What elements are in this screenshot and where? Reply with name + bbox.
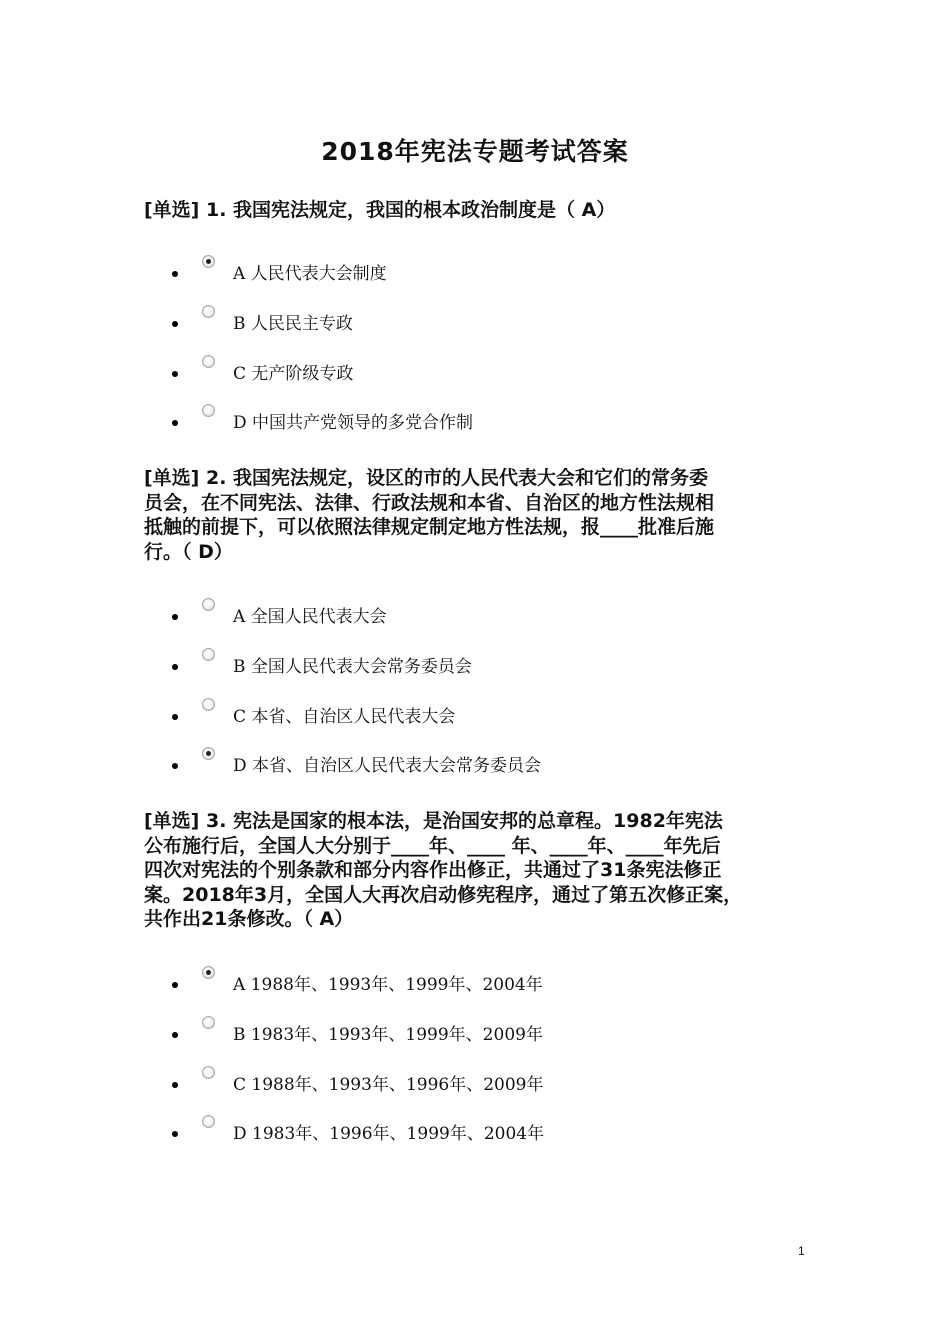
option-1d[interactable] bbox=[0, 412, 950, 442]
question-2-line-2: 员会，在不同宪法、法律、行政法规和本省、自治区的地方性法规相 bbox=[144, 491, 715, 514]
bullet-icon bbox=[172, 982, 178, 988]
question-3-line-4: 案。2018年3月，全国人大再次启动修宪程序，通过了第五次修正案， bbox=[144, 883, 743, 906]
question-2-line-1: [单选] 2. 我国宪法规定，设区的市的人民代表大会和它们的常务委 bbox=[144, 467, 709, 489]
question-3-line-3: 四次对宪法的个别条款和部分内容作出修正，共通过了31条宪法修正 bbox=[144, 859, 722, 881]
question-2-text bbox=[144, 466, 812, 564]
radio-checked-icon[interactable] bbox=[202, 966, 215, 979]
page-number: 1 bbox=[798, 1244, 805, 1258]
radio-unchecked-icon[interactable] bbox=[202, 598, 215, 611]
document-title: 2018年宪法专题考试答案 bbox=[321, 137, 629, 166]
option-2d[interactable] bbox=[0, 755, 950, 785]
option-3b[interactable] bbox=[0, 1024, 950, 1054]
option-label: D 中国共产党领导的多党合作制 bbox=[233, 413, 474, 433]
bullet-icon bbox=[172, 271, 178, 277]
option-label: C 本省、自治区人民代表大会 bbox=[233, 707, 456, 727]
option-3c[interactable] bbox=[0, 1074, 950, 1104]
radio-unchecked-icon[interactable] bbox=[202, 1066, 215, 1079]
option-label: A 人民代表大会制度 bbox=[233, 264, 387, 284]
option-label: A 全国人民代表大会 bbox=[233, 607, 387, 627]
bullet-icon bbox=[172, 614, 178, 620]
option-label: B 1983年、1993年、1999年、2009年 bbox=[233, 1025, 543, 1045]
option-label: D 1983年、1996年、1999年、2004年 bbox=[233, 1124, 545, 1144]
radio-unchecked-icon[interactable] bbox=[202, 1115, 215, 1128]
radio-unchecked-icon[interactable] bbox=[202, 698, 215, 711]
option-label: A 1988年、1993年、1999年、2004年 bbox=[233, 975, 543, 995]
option-2c[interactable] bbox=[0, 706, 950, 736]
option-label: C 1988年、1993年、1996年、2009年 bbox=[233, 1075, 544, 1095]
option-1b[interactable] bbox=[0, 313, 950, 343]
option-1a[interactable] bbox=[0, 263, 950, 293]
bullet-icon bbox=[172, 664, 178, 670]
bullet-icon bbox=[172, 371, 178, 377]
question-3-line-1: [单选] 3. 宪法是国家的根本法，是治国安邦的总章程。1982年宪法 bbox=[144, 810, 723, 832]
option-1c[interactable] bbox=[0, 363, 950, 393]
question-1-text bbox=[144, 198, 812, 223]
option-2a[interactable] bbox=[0, 606, 950, 636]
bullet-icon bbox=[172, 763, 178, 769]
question-3-line-2: 公布施行后，全国人大分别于____年、____ 年、____年、____年先后 bbox=[144, 834, 721, 857]
option-label: C 无产阶级专政 bbox=[233, 364, 354, 384]
radio-unchecked-icon[interactable] bbox=[202, 648, 215, 661]
radio-unchecked-icon[interactable] bbox=[202, 404, 215, 417]
bullet-icon bbox=[172, 420, 178, 426]
bullet-icon bbox=[172, 321, 178, 327]
radio-checked-icon[interactable] bbox=[202, 255, 215, 268]
bullet-icon bbox=[172, 1131, 178, 1137]
bullet-icon bbox=[172, 714, 178, 720]
question-2-line-4: 行。（ D） bbox=[144, 540, 233, 563]
radio-unchecked-icon[interactable] bbox=[202, 355, 215, 368]
radio-unchecked-icon[interactable] bbox=[202, 305, 215, 318]
bullet-icon bbox=[172, 1082, 178, 1088]
option-3d[interactable] bbox=[0, 1123, 950, 1153]
bullet-icon bbox=[172, 1032, 178, 1038]
option-3a[interactable] bbox=[0, 974, 950, 1004]
question-3-line-5: 共作出21条修改。（ A） bbox=[144, 908, 354, 930]
question-2-line-3: 抵触的前提下，可以依照法律规定制定地方性法规，报____批准后施 bbox=[144, 516, 715, 538]
option-label: D 本省、自治区人民代表大会常务委员会 bbox=[233, 756, 542, 776]
question-1-line: [单选] 1. 我国宪法规定，我国的根本政治制度是（ A） bbox=[144, 199, 616, 221]
option-label: B 人民民主专政 bbox=[233, 314, 353, 334]
question-3-text bbox=[144, 809, 812, 932]
option-2b[interactable] bbox=[0, 656, 950, 686]
radio-unchecked-icon[interactable] bbox=[202, 1016, 215, 1029]
radio-checked-icon[interactable] bbox=[202, 747, 215, 760]
option-label: B 全国人民代表大会常务委员会 bbox=[233, 657, 472, 677]
